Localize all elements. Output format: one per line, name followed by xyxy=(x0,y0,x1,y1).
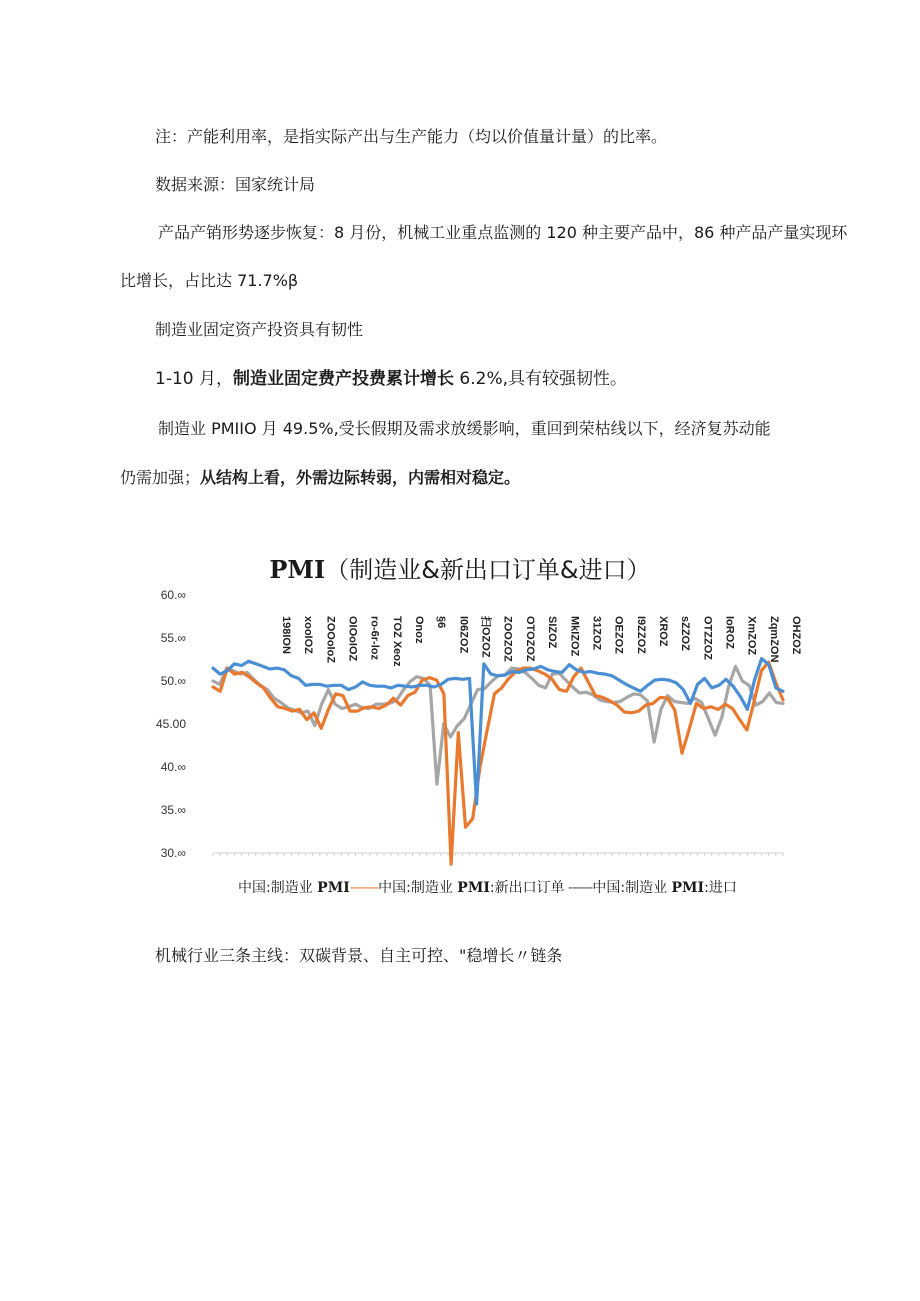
x-tick-label: I06ZOZ xyxy=(457,616,470,654)
x-tick-label: MkIZOZ xyxy=(568,616,581,657)
investment-rate: 6.2%,具有较强韧性。 xyxy=(454,369,627,389)
x-tick-label: §6 xyxy=(435,616,448,629)
chart-title-rest: （制造业&新出口订单&进口） xyxy=(325,556,651,584)
x-tick-label: xooIOZ xyxy=(302,616,315,654)
legend-sep-gray: ------ xyxy=(564,880,593,896)
chart-legend xyxy=(238,877,737,897)
investment-bold-text: 制造业固定费产投费累计增长 xyxy=(233,369,454,389)
x-tick-label: OIOoIOZ xyxy=(346,616,359,662)
x-tick-label: OTZZOZ xyxy=(701,616,714,660)
x-tick-label: XmZOZ xyxy=(745,616,758,656)
x-tick-label: SIZOZ xyxy=(546,616,559,649)
pmi-line-chart xyxy=(150,580,800,870)
y-tick-label: 35.∞ xyxy=(160,803,186,817)
legend-sep-orange: ------- xyxy=(349,880,379,896)
x-tick-label: ro-6r-loz xyxy=(368,616,381,660)
chart-title-pmi: PMI xyxy=(269,555,326,584)
pmi-line2-bold: 从结构上看，外需边际转弱，内需相对稳定。 xyxy=(200,468,521,487)
x-tick-label: IoROZ xyxy=(723,616,736,649)
note-paragraph: 注：产能利用率，是指实际产出与生产能力（均以价值量计量）的比率。 xyxy=(155,127,668,146)
x-tick-label: OEZOZ xyxy=(612,616,625,654)
x-tick-label: ZOOoIoZ xyxy=(324,616,337,664)
x-tick-label: ZqmZON xyxy=(767,616,780,663)
x-tick-label: 31ZOZ xyxy=(590,616,603,651)
y-tick-label: 50.∞ xyxy=(160,674,186,688)
pmi-paragraph-line1: 制造业 PMIIO 月 49.5%,受长假期及需求放缓影响，重回到荣枯线以下，经济复苏动能 xyxy=(158,419,771,438)
legend-item-export: 中国:制造业 PMI:新出口订单 xyxy=(378,880,565,896)
y-tick-label: 55.∞ xyxy=(160,631,186,645)
x-tick-label: Onoz xyxy=(413,616,426,644)
pmi-paragraph-line2 xyxy=(120,467,520,489)
series-line-0 xyxy=(213,659,783,804)
x-tick-label: ZOOZOZ xyxy=(501,616,514,662)
x-tick-label: 扫OZOZ xyxy=(479,616,492,658)
x-tick-label: OTOZOZ xyxy=(523,616,536,662)
investment-period: 1-10 月， xyxy=(155,369,233,389)
production-paragraph-line2: 比增长，占比达 71.7%β xyxy=(120,271,299,290)
y-tick-label: 30.∞ xyxy=(160,846,186,860)
y-tick-label: 60.∞ xyxy=(160,588,186,602)
pmi-line2-text: 仍需加强； xyxy=(120,468,201,487)
data-source: 数据来源：国家统计局 xyxy=(155,175,316,194)
x-tick-label: TOZ Xeoz xyxy=(390,616,403,667)
legend-item-pmi: 中国:制造业 PMI xyxy=(238,880,350,896)
section-heading-investment: 制造业固定资产投资具有韧性 xyxy=(155,320,364,339)
x-tick-label: sZZOZ xyxy=(679,616,692,651)
y-tick-label: 40.∞ xyxy=(160,760,186,774)
y-tick-label: 45.00 xyxy=(155,717,186,731)
x-tick-label: 198ION xyxy=(280,616,292,654)
x-tick-label: OHZOZ xyxy=(790,616,802,655)
investment-paragraph xyxy=(155,368,627,390)
series-line-1 xyxy=(213,662,783,864)
main-lines-paragraph: 机械行业三条主线：双碳背景、自主可控、"稳增长〃链条 xyxy=(155,946,563,965)
production-paragraph-line1: 产品产销形势逐步恢复：8 月份，机械工业重点监测的 120 种主要产品中，86 种产品产量实现环 xyxy=(158,223,848,242)
legend-item-import: 中国:制造业 PMI:进口 xyxy=(592,880,737,896)
x-tick-label: XROZ xyxy=(656,616,669,647)
x-tick-label: I9ZZOZ xyxy=(634,616,647,654)
